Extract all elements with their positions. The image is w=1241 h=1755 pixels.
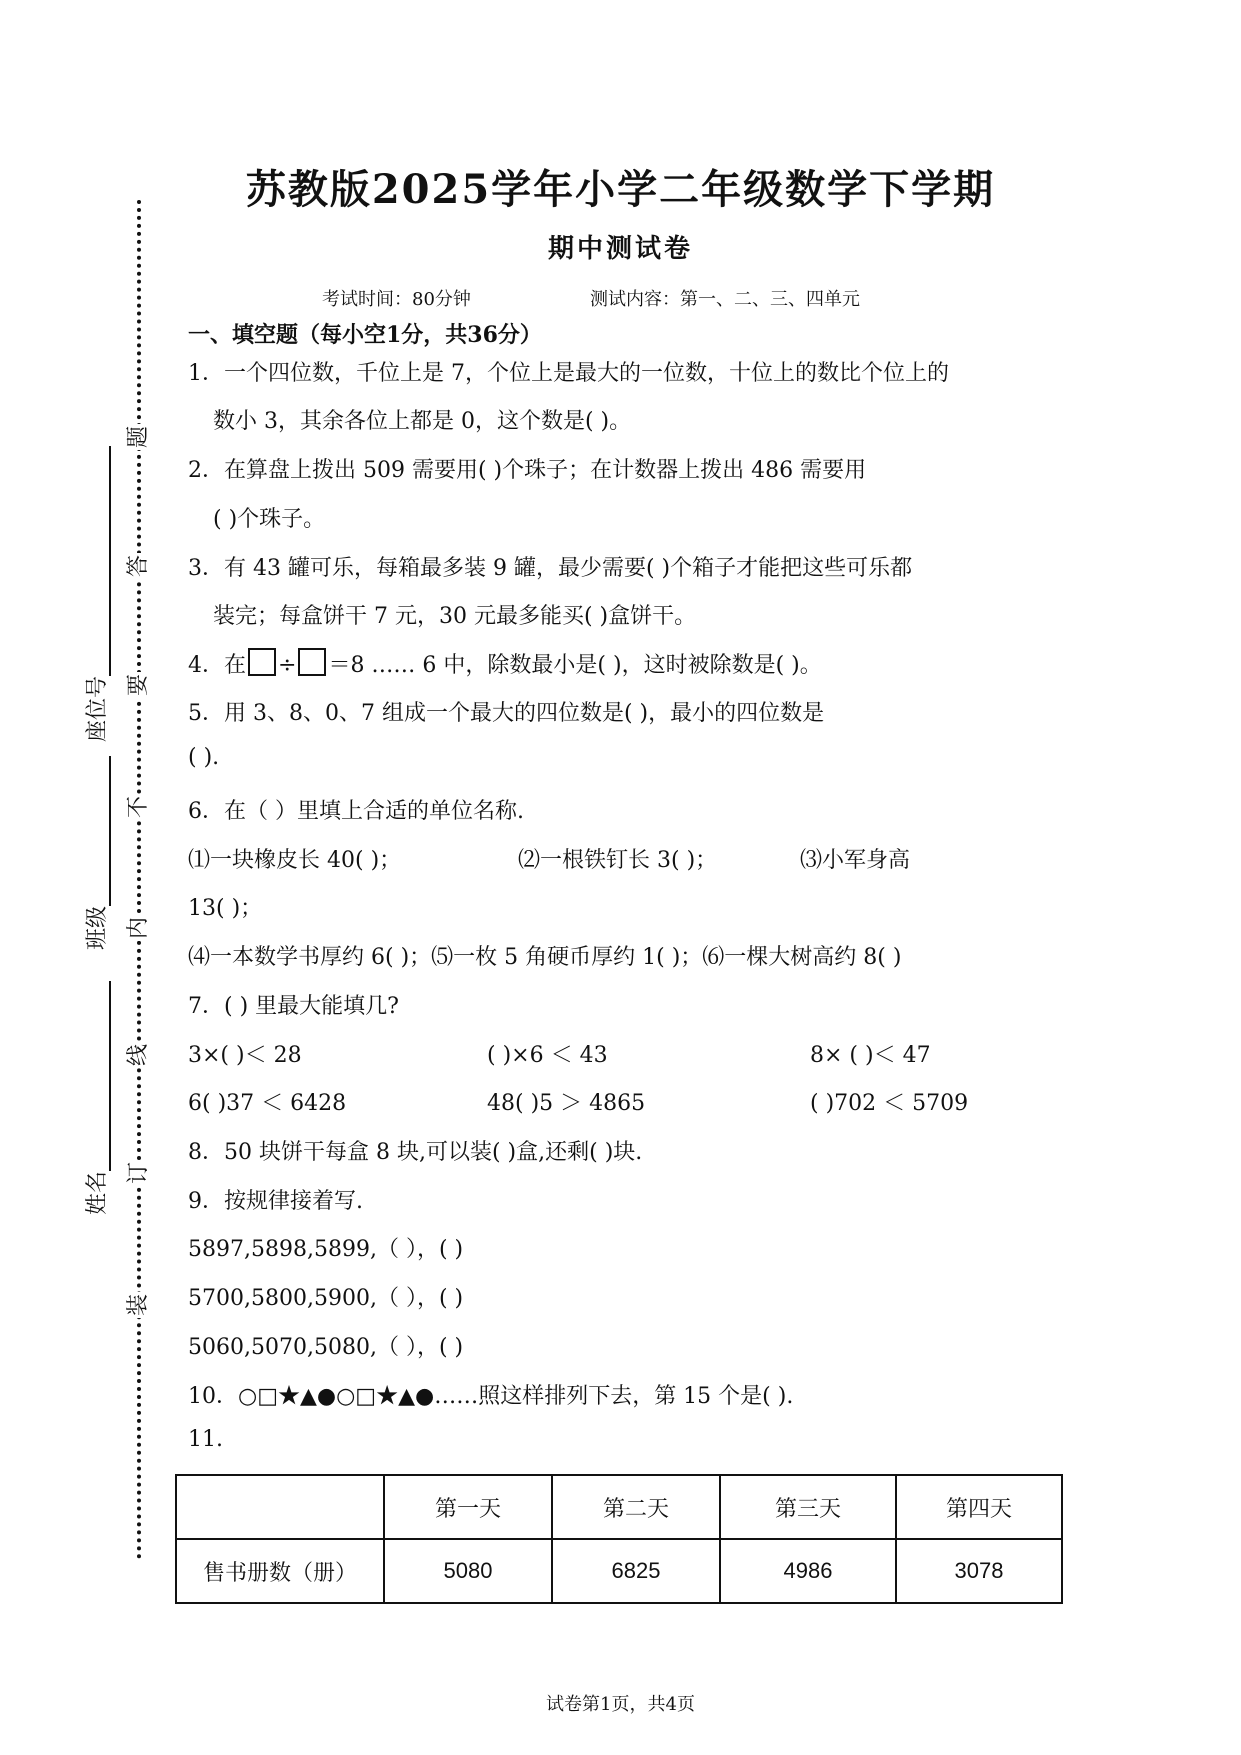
binding-char: 题 (126, 426, 151, 449)
class-field[interactable] (80, 756, 111, 950)
binding-char: 订 (126, 1162, 151, 1185)
binding-char: 要 (126, 674, 151, 697)
page-title: 苏教版2025学年小学二年级数学下学期 (245, 166, 996, 213)
divisor-box[interactable] (298, 648, 326, 676)
table-cell: 4986 (720, 1539, 896, 1603)
page-subtitle: 期中测试卷 (547, 234, 693, 264)
table-header-cell: 第二天 (552, 1475, 720, 1539)
question-4 (188, 648, 822, 679)
table-cell: 3078 (896, 1539, 1062, 1603)
name-field[interactable] (80, 981, 111, 1215)
question-6-item-1: ⑴一块橡皮长 40( )； (188, 848, 402, 873)
question-7-r2c2: 48( )5 ＞ 4865 (487, 1091, 646, 1116)
table-row (176, 1539, 1062, 1603)
book-sales-table (175, 1474, 1063, 1604)
question-7-r1c2: ( )×6 ＜ 43 (487, 1043, 608, 1068)
page-footer: 试卷第1页，共4页 (546, 1694, 695, 1715)
name-blank[interactable] (109, 981, 111, 1171)
exam-content: 测试内容：第一、二、三、四单元 (590, 289, 860, 310)
question-3-line-2: 装完；每盒饼干 7 元，30 元最多能买( )盒饼干。 (213, 604, 697, 629)
binding-char: 答 (126, 555, 151, 578)
question-6-item-2: ⑵一根铁钉长 3( )； (518, 848, 718, 873)
question-7-r1c3: 8× ( )＜ 47 (810, 1043, 931, 1068)
table-header-cell: 第四天 (896, 1475, 1062, 1539)
class-label: 班级 (85, 905, 110, 950)
question-7-r2c3: ( )702 ＜ 5709 (810, 1091, 969, 1116)
seat-number-blank[interactable] (109, 446, 111, 676)
question-9-seq-1: 5897,5898,5899,（ ），( ) (188, 1237, 464, 1262)
question-6-items-4-6: ⑷一本数学书厚约 6( )；⑸一枚 5 角硬币厚约 1( )；⑹一棵大树高约 8( ) (188, 945, 902, 970)
binding-dotted-line (137, 200, 141, 1560)
question-1-line-2: 数小 3，其余各位上都是 0，这个数是( )。 (213, 409, 632, 434)
seat-number-field[interactable] (80, 446, 111, 742)
table-header-cell: 第一天 (384, 1475, 552, 1539)
question-7: 7．( ) 里最大能填几? (188, 994, 399, 1019)
binding-char: 装 (126, 1294, 151, 1317)
seat-number-label: 座位号 (85, 675, 110, 742)
binding-char: 不 (126, 796, 151, 819)
question-4-suffix: ＝8 …… 6 中，除数最小是( )，这时被除数是( )。 (328, 653, 822, 678)
question-11: 11. (188, 1427, 223, 1452)
table-cell: 5080 (384, 1539, 552, 1603)
exam-time: 考试时间：80分钟 (322, 289, 471, 310)
question-5-line-2: ( ). (188, 745, 220, 770)
section-heading: 一、填空题（每小空1分，共36分） (188, 322, 542, 348)
question-7-r1c1: 3×( )＜ 28 (188, 1043, 302, 1068)
table-header-cell: 第三天 (720, 1475, 896, 1539)
table-row-label: 售书册数（册） (176, 1539, 384, 1603)
binding-char: 内 (126, 917, 151, 940)
table-header-cell (176, 1475, 384, 1539)
question-6-item-3-cont: 13( )； (188, 896, 263, 921)
table-header-row (176, 1475, 1062, 1539)
question-9-seq-2: 5700,5800,5900,（ ），( ) (188, 1286, 464, 1311)
question-2-line-1: 2．在算盘上拨出 509 需要用( )个珠子；在计数器上拨出 486 需要用 (188, 458, 867, 483)
class-blank[interactable] (109, 756, 111, 906)
question-9-seq-3: 5060,5070,5080,（ ），( ) (188, 1335, 464, 1360)
table-cell: 6825 (552, 1539, 720, 1603)
question-6: 6．在（ ）里填上合适的单位名称. (188, 799, 524, 824)
question-3-line-1: 3．有 43 罐可乐，每箱最多装 9 罐，最少需要( )个箱子才能把这些可乐都 (188, 556, 913, 581)
question-2-line-2: ( )个珠子。 (213, 507, 326, 532)
binding-char: 线 (126, 1044, 151, 1067)
question-8: 8．50 块饼干每盒 8 块,可以装( )盒,还剩( )块. (188, 1140, 643, 1165)
dividend-box[interactable] (248, 648, 276, 676)
question-1-line-1: 1．一个四位数，千位上是 7，个位上是最大的一位数，十位上的数比个位上的 (188, 361, 949, 386)
question-6-item-3: ⑶小军身高 (800, 848, 911, 873)
question-4-prefix: 4．在 (188, 653, 246, 678)
question-5-line-1: 5．用 3、8、0、7 组成一个最大的四位数是( )，最小的四位数是 (188, 701, 825, 726)
question-7-r2c1: 6( )37 ＜ 6428 (188, 1091, 347, 1116)
question-9: 9．按规律接着写. (188, 1189, 363, 1214)
division-sign: ÷ (278, 653, 297, 678)
question-10: 10．○□★▲●○□★▲●……照这样排列下去，第 15 个是( ). (188, 1384, 794, 1409)
name-label: 姓名 (85, 1170, 110, 1215)
